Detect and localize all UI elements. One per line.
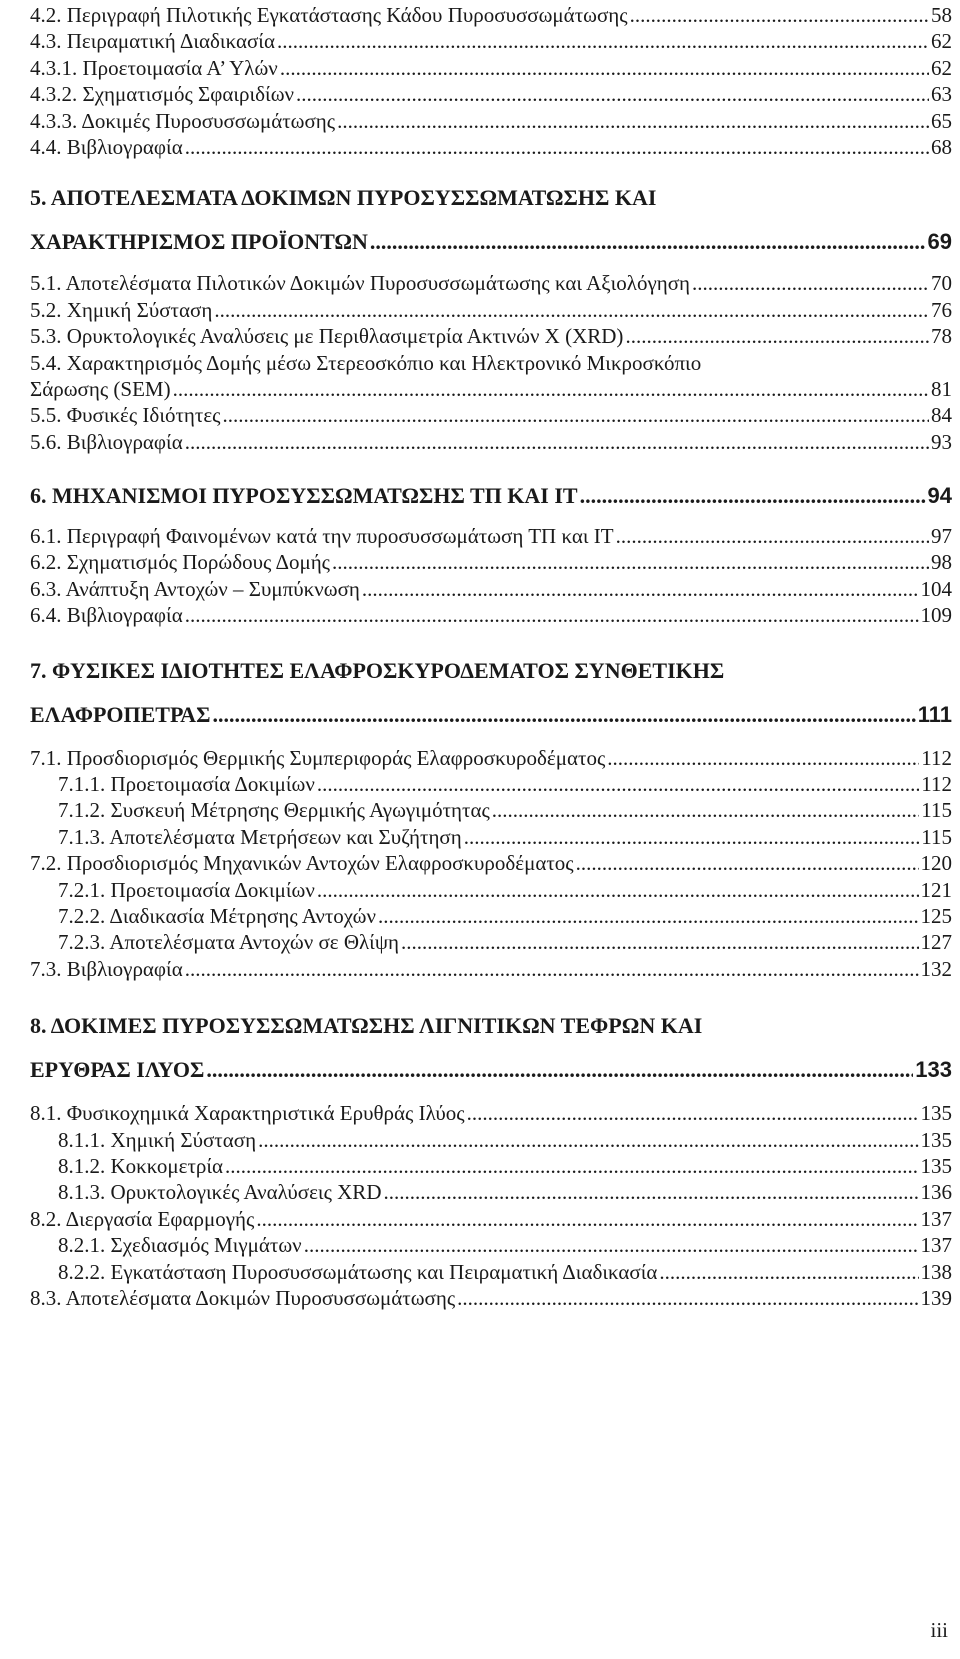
- toc-entry-page: 137: [920, 1233, 952, 1258]
- toc-entry[interactable]: [30, 402, 952, 428]
- dot-leader: [206, 1048, 913, 1092]
- toc-entry-page: 125: [920, 903, 952, 928]
- toc-entry-title: 8.2. Διεργασία Εφαρμογής: [30, 1206, 255, 1231]
- toc-entry[interactable]: [30, 270, 952, 296]
- toc-entry[interactable]: [30, 576, 952, 602]
- toc-entry[interactable]: [30, 376, 952, 402]
- dot-leader: [467, 1100, 919, 1126]
- toc-entry-page: 63: [931, 82, 952, 107]
- chapter-page: 94: [927, 483, 952, 509]
- toc-entry[interactable]: [30, 903, 952, 929]
- toc-entry-title: 8.1.2. Κοκκομετρία: [58, 1153, 224, 1178]
- toc-entry-page: 65: [931, 108, 952, 133]
- dot-leader: [185, 602, 919, 628]
- toc-entry-title: 8.2.1. Σχεδιασμός Μιγμάτων: [58, 1233, 302, 1258]
- toc-entry[interactable]: [30, 55, 952, 81]
- dot-leader: [625, 323, 929, 349]
- chapter-title: ΧΑΡΑΚΤΗΡΙΣΜΟΣ ΠΡΟΪΟΝΤΩΝ: [30, 229, 368, 255]
- chapter-page: 111: [917, 701, 952, 727]
- toc-entry[interactable]: [30, 1206, 952, 1232]
- toc-entry[interactable]: [30, 1127, 952, 1153]
- toc-entry[interactable]: [30, 797, 952, 823]
- dot-leader: [185, 956, 919, 982]
- toc-entry-title: 7.2.1. Προετοιμασία Δοκιμίων: [58, 877, 315, 902]
- toc-entry-page: 109: [920, 603, 952, 628]
- dot-leader: [576, 850, 919, 876]
- toc-entry-page: 112: [921, 745, 952, 770]
- chapter-page: 69: [927, 229, 952, 255]
- dot-leader: [464, 824, 920, 850]
- toc-entry-title: Σάρωσης (SEM): [30, 376, 171, 401]
- toc-entry[interactable]: [30, 1179, 952, 1205]
- toc-entry-page: 139: [920, 1285, 952, 1310]
- toc-entry[interactable]: [30, 28, 952, 54]
- page-number: iii: [930, 1618, 948, 1642]
- toc-entry[interactable]: [30, 1232, 952, 1258]
- toc-entry[interactable]: [30, 956, 952, 982]
- toc-entry-page: 68: [931, 134, 952, 159]
- toc-entry-title: 6.1. Περιγραφή Φαινομένων κατά την πυροσυσσωμάτωση ΤΠ και ΙΤ: [30, 524, 614, 549]
- toc-entry[interactable]: [30, 824, 952, 850]
- toc-entry-title: 4.3.2. Σχηματισμός Σφαιριδίων: [30, 82, 295, 107]
- toc-entry-title: 7.1.1. Προετοιμασία Δοκιμίων: [58, 772, 315, 797]
- chapter-entry[interactable]: [30, 1048, 952, 1092]
- toc-entry-line[interactable]: 5.4. Χαρακτηρισμός Δομής μέσω Στερεοσκόπιο και Ηλεκτρονικό Μικροσκόπιο: [30, 350, 702, 375]
- toc-entry-page: 98: [931, 550, 952, 575]
- toc-entry-page: 135: [920, 1101, 952, 1126]
- toc-entry-title: 7.2.3. Αποτελέσματα Αντοχών σε Θλίψη: [58, 930, 399, 955]
- dot-leader: [492, 797, 920, 823]
- dot-leader: [383, 1179, 918, 1205]
- toc-entry-page: 135: [920, 1153, 952, 1178]
- toc-entry-page: 127: [920, 930, 952, 955]
- toc-entry-title: 7.2. Προσδιορισμός Μηχανικών Αντοχών Ελαφροσκυροδέματος: [30, 851, 574, 876]
- toc-entry-page: 62: [931, 29, 952, 54]
- toc-entry-title: 8.1.3. Ορυκτολογικές Αναλύσεις XRD: [58, 1180, 382, 1205]
- toc-entry[interactable]: [30, 297, 952, 323]
- toc-entry-page: 121: [920, 877, 952, 902]
- toc-entry-page: 84: [931, 403, 952, 428]
- toc-entry-page: 58: [931, 3, 952, 27]
- toc-entry[interactable]: [30, 108, 952, 134]
- toc-entry-page: 62: [931, 55, 952, 80]
- dot-leader: [296, 81, 929, 107]
- toc-entry-page: 70: [931, 271, 952, 296]
- dot-leader: [630, 2, 929, 28]
- dot-leader: [258, 1127, 918, 1153]
- chapter-entry[interactable]: [30, 220, 952, 264]
- toc-entry-title: 8.3. Αποτελέσματα Δοκιμών Πυροσυσσωμάτωσης: [30, 1285, 456, 1310]
- dot-leader: [337, 108, 929, 134]
- chapter-title: ΕΛΑΦΡΟΠΕΤΡΑΣ: [30, 701, 211, 727]
- chapter-heading-line[interactable]: 7. ΦΥΣΙΚΕΣ ΙΔΙΟΤΗΤΕΣ ΕΛΑΦΡΟΣΚΥΡΟΔΕΜΑΤΟΣ ΣΥΝΘΕΤΙΚΗΣ: [30, 657, 725, 683]
- toc-entry-title: 6.2. Σχηματισμός Πορώδους Δομής: [30, 550, 330, 575]
- dot-leader: [659, 1259, 918, 1285]
- toc-entry-title: 8.2.2. Εγκατάσταση Πυροσυσσωμάτωσης και Πειραματική Διαδικασία: [58, 1259, 658, 1284]
- chapter-page: 133: [915, 1057, 952, 1083]
- toc-entry-page: 76: [931, 297, 952, 322]
- toc-entry-title: 4.3.3. Δοκιμές Πυροσυσσωμάτωσης: [30, 108, 336, 133]
- toc-entry-title: 5.5. Φυσικές Ιδιότητες: [30, 403, 221, 428]
- toc-entry[interactable]: [30, 134, 952, 160]
- toc-entry-title: 7.1. Προσδιορισμός Θερμικής Συμπεριφοράς Ελαφροσκυροδέματος: [30, 745, 606, 770]
- toc-entry-page: 138: [920, 1259, 952, 1284]
- toc-entry-page: 104: [920, 576, 952, 601]
- toc-entry-page: 120: [920, 851, 952, 876]
- table-of-contents: [30, 0, 952, 1311]
- dot-leader: [280, 55, 929, 81]
- toc-entry-title: 8.1. Φυσικοχημικά Χαρακτηριστικά Ερυθράς Ιλύος: [30, 1101, 465, 1126]
- toc-entry-title: 5.3. Ορυκτολογικές Αναλύσεις με Περιθλασιμετρία Ακτινών Χ (XRD): [30, 324, 624, 349]
- toc-entry[interactable]: [30, 929, 952, 955]
- chapter-title: 6. ΜΗΧΑΝΙΣΜΟΙ ΠΥΡΟΣΥΣΣΩΜΑΤΩΣΗΣ ΤΠ ΚΑΙ ΙΤ: [30, 483, 578, 509]
- toc-entry-page: 115: [921, 798, 952, 823]
- chapter-heading-line[interactable]: 5. ΑΠΟΤΕΛΕΣΜΑΤΑ ΔΟΚΙΜΩΝ ΠΥΡΟΣΥΣΣΩΜΑΤΩΣΗΣ ΚΑΙ: [30, 185, 657, 211]
- toc-entry-title: 7.1.2. Συσκευή Μέτρησης Θερμικής Αγωγιμότητας: [58, 798, 490, 823]
- toc-entry-page: 97: [931, 524, 952, 549]
- toc-entry-title: 4.4. Βιβλιογραφία: [30, 134, 183, 159]
- toc-entry[interactable]: [30, 81, 952, 107]
- toc-entry[interactable]: [30, 602, 952, 628]
- dot-leader: [185, 134, 929, 160]
- dot-leader: [185, 429, 929, 455]
- toc-entry-page: 132: [920, 956, 952, 981]
- toc-entry-title: 4.2. Περιγραφή Πιλοτικής Εγκατάστασης Κάδου Πυροσυσσωμάτωσης: [30, 3, 628, 27]
- dot-leader: [692, 270, 929, 296]
- toc-entry[interactable]: [30, 2, 952, 28]
- toc-entry-title: 6.3. Ανάπτυξη Αντοχών – Συμπύκνωση: [30, 576, 360, 601]
- toc-entry-title: 6.4. Βιβλιογραφία: [30, 603, 183, 628]
- dot-leader: [214, 297, 929, 323]
- toc-entry-page: 136: [920, 1180, 952, 1205]
- toc-entry-page: 93: [931, 429, 952, 454]
- dot-leader: [222, 402, 929, 428]
- toc-entry-page: 81: [931, 376, 952, 401]
- dot-leader: [225, 1153, 918, 1179]
- toc-entry[interactable]: [30, 1285, 952, 1311]
- dot-leader: [580, 479, 926, 513]
- dot-leader: [304, 1232, 919, 1258]
- dot-leader: [401, 929, 919, 955]
- toc-entry-title: 4.3.1. Προετοιμασία Α’ Υλών: [30, 55, 278, 80]
- dot-leader: [256, 1206, 918, 1232]
- dot-leader: [212, 693, 915, 737]
- dot-leader: [362, 576, 919, 602]
- dot-leader: [173, 376, 929, 402]
- toc-entry[interactable]: [30, 850, 952, 876]
- toc-entry-page: 135: [920, 1127, 952, 1152]
- dot-leader: [616, 523, 929, 549]
- toc-entry-page: 115: [921, 824, 952, 849]
- toc-entry-title: 7.1.3. Αποτελέσματα Μετρήσεων και Συζήτηση: [58, 824, 462, 849]
- dot-leader: [332, 549, 929, 575]
- toc-entry[interactable]: [30, 429, 952, 455]
- toc-entry-title: 5.1. Αποτελέσματα Πιλοτικών Δοκιμών Πυροσυσσωμάτωσης και Αξιολόγηση: [30, 271, 691, 296]
- dot-leader: [317, 771, 919, 797]
- toc-entry-title: 5.6. Βιβλιογραφία: [30, 429, 183, 454]
- dot-leader: [378, 903, 919, 929]
- dot-leader: [370, 220, 926, 264]
- dot-leader: [277, 28, 929, 54]
- toc-entry[interactable]: [30, 523, 952, 549]
- toc-entry[interactable]: [30, 771, 952, 797]
- chapter-title: ΕΡΥΘΡΑΣ ΙΛΥΟΣ: [30, 1057, 205, 1083]
- toc-entry-title: 8.1.1. Χημική Σύσταση: [58, 1127, 257, 1152]
- dot-leader: [607, 745, 919, 771]
- toc-entry[interactable]: [30, 1153, 952, 1179]
- toc-entry-title: 7.2.2. Διαδικασία Μέτρησης Αντοχών: [58, 903, 376, 928]
- toc-entry-title: 5.2. Χημική Σύσταση: [30, 297, 213, 322]
- toc-entry-page: 137: [920, 1206, 952, 1231]
- toc-entry-page: 78: [931, 324, 952, 349]
- toc-entry-title: 7.3. Βιβλιογραφία: [30, 956, 183, 981]
- chapter-entry[interactable]: [30, 479, 952, 513]
- toc-entry-page: 112: [921, 772, 952, 797]
- dot-leader: [317, 877, 919, 903]
- chapter-heading-line[interactable]: 8. ΔΟΚΙΜΕΣ ΠΥΡΟΣΥΣΣΩΜΑΤΩΣΗΣ ΛΙΓΝΙΤΙΚΩΝ ΤΕΦΡΩΝ ΚΑΙ: [30, 1013, 703, 1039]
- dot-leader: [457, 1285, 918, 1311]
- toc-entry[interactable]: [30, 1100, 952, 1126]
- toc-entry[interactable]: [30, 323, 952, 349]
- toc-entry[interactable]: [30, 1259, 952, 1285]
- chapter-entry[interactable]: [30, 693, 952, 737]
- toc-entry[interactable]: [30, 877, 952, 903]
- toc-entry-title: 4.3. Πειραματική Διαδικασία: [30, 29, 275, 54]
- toc-entry[interactable]: [30, 745, 952, 771]
- toc-entry[interactable]: [30, 549, 952, 575]
